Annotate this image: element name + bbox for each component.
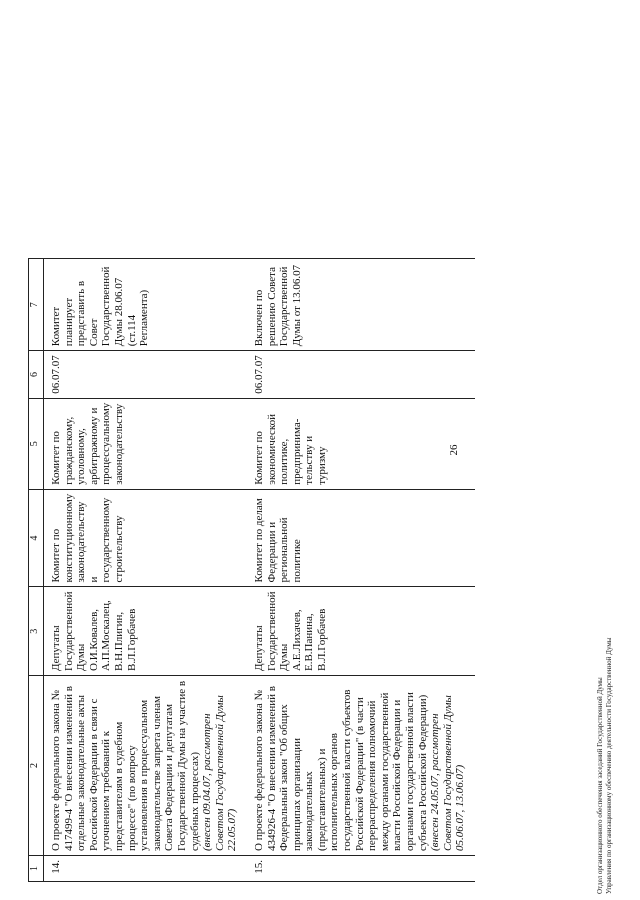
header-col-3: 3	[29, 587, 44, 676]
page-number: 26	[448, 444, 460, 456]
bill-description: О проекте федерального закона № 434926-4 "О внесении изменений в Федеральный закон "Об общих принципах организации законодательных (представительных) и исполнительных органов государственной власти субъектов Российской Федерации" (в части перераспределения полномочий между органами государственной власти Российской Федерации и органами государственной власти субъекта Российской Федерации)	[252, 686, 429, 851]
responsible-committee: Комитет по делам Федерации и региональной политике	[247, 489, 475, 587]
footer-line-2: Управления по организационному обеспечению деятельности Государственной Думы	[605, 637, 613, 894]
row-number: 15.	[247, 856, 475, 882]
co-executor-committee: Комитет по экономической политике, предпринима-тельству и туризму	[247, 398, 475, 489]
bill-description-cell	[247, 676, 475, 856]
bill-note: Включен по решению Совета Государственной Думы от 13.06.07	[247, 259, 475, 351]
bill-description-note: (внесен 24.05.07, рассмотрен Советом Государственной Думы 05.06.07, 13.06.07)	[429, 695, 467, 851]
bill-authors: Депутаты Государственной Думы А.Е.Лихачев, Е.В.Панина, В.Л.Горбачев	[247, 587, 475, 676]
bill-description-note: (внесен 09.04.07, рассмотрен Советом Государственной Думы 22.05.07)	[201, 695, 239, 851]
header-col-4: 4	[29, 489, 44, 587]
header-col-5: 5	[29, 398, 44, 489]
header-col-7: 7	[29, 259, 44, 351]
table-row	[44, 259, 247, 882]
bill-note: Комитет планирует представить в Совет Государственной Думы 28.06.07 (ст.114 Регламента)	[44, 259, 247, 351]
header-col-6: 6	[29, 351, 44, 399]
bill-description: О проекте федерального закона № 417499-4 "О внесении изменений в отдельные законодательные акты Российской Федерации в связи с уточнением требований к представителям в судебном процессе" (по вопросу установления в процессуальном законодательстве запрета членам Совета Федерации и депутатам Государственной Думы на участие в судебных процессах)	[50, 680, 201, 851]
row-number: 14.	[44, 856, 247, 882]
bill-authors: Депутаты Государственной Думы О.И.Ковалев, А.П.Москалец, В.Н.Плигин, В.Л.Горбачев	[44, 587, 247, 676]
review-date: 06.07.07	[247, 351, 475, 399]
header-col-1: 1	[29, 856, 44, 882]
footer-line-1: Отдел организационного обеспечения заседаний Государственной Думы	[596, 677, 604, 894]
page-footer	[596, 638, 614, 894]
bill-description-cell	[44, 676, 247, 856]
header-col-2: 2	[29, 676, 44, 856]
header-row	[29, 259, 44, 882]
review-date: 06.07.07	[44, 351, 247, 399]
table-row	[247, 259, 475, 882]
bills-table	[28, 258, 475, 882]
co-executor-committee: Комитет по гражданскому, уголовному, арбитражному и процессуальному законодательству	[44, 398, 247, 489]
responsible-committee: Комитет по конституционному законодательству и государственному строительству	[44, 489, 247, 587]
